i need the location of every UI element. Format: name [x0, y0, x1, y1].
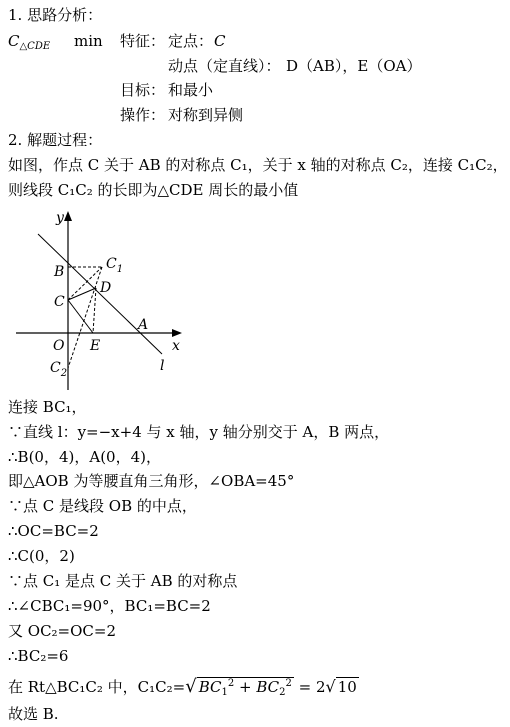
- sqrt-sign: √: [185, 676, 197, 697]
- moving-label: 动点（定直线）：: [168, 57, 281, 75]
- radicand-a-sq: 2: [227, 678, 235, 689]
- radicand-b-sub: 2: [279, 687, 286, 698]
- process-paragraph-2: 则线段 C₁C₂ 的长即为△CDE 周长的最小值: [8, 181, 299, 199]
- label-x: x: [172, 338, 180, 354]
- label-C: C: [54, 294, 65, 310]
- y-axis-arrow: [64, 211, 72, 221]
- label-E: E: [90, 338, 101, 354]
- solution-line-12: [8, 678, 359, 696]
- target-label: 目标：: [120, 81, 166, 99]
- feature-fixed-label: 定点：: [168, 32, 214, 50]
- solution-line-4: 即△AOB 为等腰直角三角形，∠OBA=45°: [8, 472, 295, 490]
- solution-line-2: ∵直线 l：y=−x+4 与 x 轴，y 轴分别交于 A，B 两点，: [8, 423, 390, 441]
- analysis-heading: 1. 思路分析：: [8, 6, 103, 24]
- solution-line-10: 又 OC₂=OC=2: [8, 622, 117, 640]
- expr-main: C: [8, 32, 20, 50]
- s12-equals: = 2: [293, 678, 326, 696]
- radicand-a-sub: 1: [221, 687, 228, 698]
- radicand-plus: +: [234, 678, 257, 696]
- feature-fixed-value: C: [214, 32, 226, 50]
- radicand: [197, 677, 294, 696]
- solution-line-9: ∴∠CBC₁=90°，BC₁=BC=2: [8, 597, 211, 615]
- root-ten: 10: [337, 678, 357, 696]
- sqrt-sign-2: √: [325, 677, 336, 696]
- operation-value: 对称到异侧: [168, 106, 244, 124]
- label-B: B: [54, 264, 65, 280]
- solution-line-1: 连接 BC₁，: [8, 398, 87, 416]
- radicand-b-sq: 2: [285, 678, 292, 689]
- feature-label: 特征：: [120, 32, 166, 50]
- radicand-a: BC: [198, 678, 222, 696]
- segment-DE: [93, 288, 96, 333]
- label-D: D: [100, 280, 112, 296]
- label-l: l: [160, 358, 165, 374]
- solution-line-11: ∴BC₂=6: [8, 647, 69, 665]
- label-C2: $C_2$: [50, 360, 68, 379]
- x-axis-arrow: [172, 329, 182, 337]
- expr-fn: min: [74, 32, 103, 50]
- operation-label: 操作：: [120, 106, 166, 124]
- label-C1: $C_1$: [106, 256, 124, 275]
- analysis-expression: [8, 32, 50, 50]
- solution-line-7: ∴C(0，2): [8, 547, 75, 565]
- solution-conclusion: 故选 B.: [8, 705, 59, 723]
- label-A: A: [138, 317, 149, 333]
- label-O: O: [53, 338, 65, 354]
- target-value: 和最小: [168, 81, 214, 99]
- solution-line-8: ∵点 C₁ 是点 C 关于 AB 的对称点: [8, 572, 238, 590]
- solution-line-6: ∴OC=BC=2: [8, 522, 99, 540]
- expr-sub: △CDE: [19, 41, 51, 52]
- moving-text: D（AB），E（OA）: [286, 57, 422, 75]
- process-heading: 2. 解题过程：: [8, 131, 103, 149]
- process-paragraph-1: 如图，作点 C 关于 AB 的对称点 C₁，关于 x 轴的对称点 C₂，连接 C₁C₂，: [8, 156, 508, 174]
- s12-prefix: 在 Rt△BC₁C₂ 中，C₁C₂=: [8, 678, 186, 696]
- geometry-figure: [0, 200, 200, 390]
- label-y: y: [56, 210, 64, 226]
- solution-line-5: ∵点 C 是线段 OB 的中点，: [8, 497, 197, 515]
- radicand-b: BC: [256, 678, 280, 696]
- solution-line-3: ∴B(0，4)，A(0，4)，: [8, 448, 161, 466]
